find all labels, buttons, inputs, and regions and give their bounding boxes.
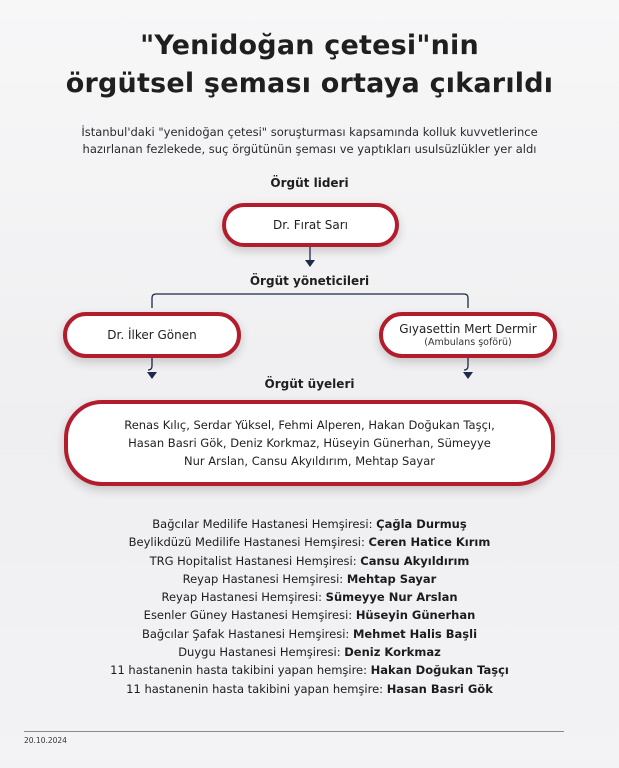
managers-label: Örgüt yöneticileri: [249, 274, 370, 288]
leader-arrow: [305, 260, 315, 267]
list-name: Hasan Basri Gök: [386, 681, 493, 696]
list-role: 11 hastanenin hasta takibini yapan hemşire:: [126, 681, 384, 696]
subtitle-line-1: İstanbul'daki "yenidoğan çetesi" soruşturması kapsamında kolluk kuvvetlerince: [81, 125, 538, 139]
manager-node-2: [379, 312, 557, 358]
list-role: Bağcılar Şafak Hastanesi Hemşiresi:: [141, 626, 350, 641]
list-role: Beylikdüzü Medilife Hastanesi Hemşiresi:: [128, 535, 365, 550]
list-name: Sümeyye Nur Arslan: [325, 590, 458, 605]
list-name: Deniz Korkmaz: [344, 645, 441, 660]
list-item: [0, 625, 619, 643]
footer-divider: [24, 731, 564, 732]
members-node: [64, 400, 555, 486]
members-line-3: Nur Arslan, Cansu Akyıldırım, Mehtap Sayar: [184, 454, 435, 468]
list-name: Çağla Durmuş: [376, 517, 467, 531]
manager-role-2: (Ambulans şoförü): [424, 337, 512, 348]
leader-name: Dr. Fırat Sarı: [273, 218, 348, 232]
subtitle-line-2: hazırlanan fezlekede, suç örgütünün şeması ve yaptıkları usulsüzlükler yer aldı: [82, 142, 537, 156]
list-item: [0, 588, 619, 606]
managers-bracket: [152, 294, 468, 308]
list-item: [0, 680, 619, 698]
leader-label: Örgüt lideri: [270, 176, 349, 190]
list-item: [0, 552, 619, 570]
list-item: [0, 606, 619, 624]
members-line-1: Renas Kılıç, Serdar Yüksel, Fehmi Alperen, Hakan Doğukan Taşçı,: [124, 418, 495, 432]
list-item: [0, 533, 619, 551]
list-name: Cansu Akyıldırım: [360, 553, 470, 568]
list-name: Hüseyin Günerhan: [355, 608, 476, 623]
list-item: [0, 570, 619, 588]
list-item: [0, 515, 619, 533]
right-connector: [464, 356, 468, 370]
list-name: Ceren Hatice Kırım: [368, 535, 491, 550]
list-name: Mehtap Sayar: [346, 571, 437, 586]
list-role: Duygu Hastanesi Hemşiresi:: [178, 645, 341, 660]
members-line-2: Hasan Basri Gök, Deniz Korkmaz, Hüseyin Günerhan, Sümeyye: [128, 436, 491, 450]
nurse-list: [0, 515, 619, 698]
manager-name-1: Dr. İlker Gönen: [107, 328, 197, 342]
members-label: Örgüt üyeleri: [264, 377, 355, 391]
list-name: Mehmet Halis Başli: [352, 626, 478, 641]
list-item: [0, 661, 619, 679]
list-role: 11 hastanenin hasta takibini yapan hemşire:: [110, 663, 368, 678]
list-role: TRG Hopitalist Hastanesi Hemşiresi:: [149, 553, 357, 568]
list-role: Esenler Güney Hastanesi Hemşiresi:: [143, 608, 353, 623]
list-role: Reyap Hastanesi Hemşiresi:: [182, 571, 344, 586]
title-line-2: örgütsel şeması ortaya çıkarıldı: [65, 68, 554, 99]
list-item: [0, 643, 619, 661]
manager-node-1: [63, 312, 241, 358]
list-role: Bağcılar Medilife Hastanesi Hemşiresi:: [152, 517, 373, 531]
manager-name-2: Gıyasettin Mert Dermir: [399, 322, 537, 336]
footer-date: 20.10.2024: [24, 736, 67, 745]
list-role: Reyap Hastanesi Hemşiresi:: [161, 590, 323, 605]
left-connector: [148, 356, 152, 370]
list-name: Hakan Doğukan Taşçı: [370, 663, 509, 678]
title-line-1: "Yenidoğan çetesi"nin: [140, 30, 479, 61]
